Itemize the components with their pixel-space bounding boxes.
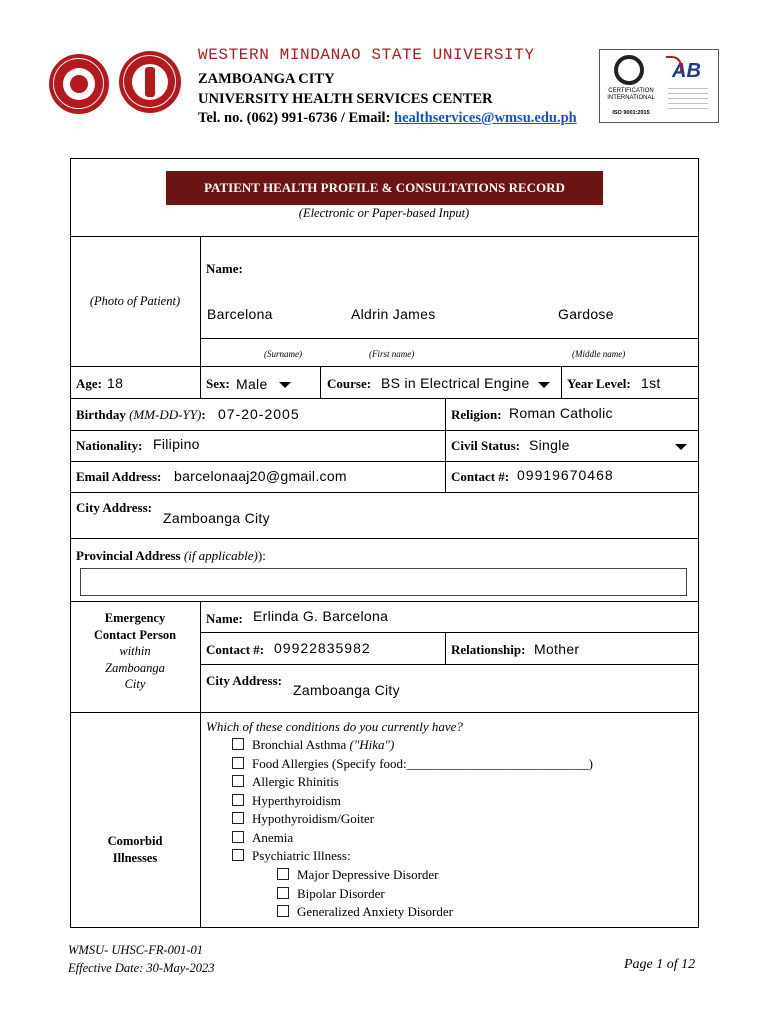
- checkbox[interactable]: [232, 757, 244, 769]
- email-link[interactable]: healthservices@wmsu.edu.ph: [394, 110, 577, 126]
- condition-hyperthyroidism[interactable]: Hyperthyroidism: [232, 793, 341, 809]
- checkbox[interactable]: [232, 738, 244, 750]
- nationality-label: Nationality:: [76, 438, 143, 453]
- pab-accent-icon: [666, 56, 682, 72]
- contact-label: Contact #:: [451, 469, 510, 484]
- emergency-title-line-4: Zamboanga: [105, 660, 165, 675]
- comorbid-question: Which of these conditions do you currently have?: [206, 719, 463, 734]
- comorbid-section-title: [70, 833, 200, 867]
- emergency-title-line-5: City: [124, 677, 146, 691]
- emergency-title-line-2: Contact Person: [93, 627, 177, 642]
- emergency-contact-field[interactable]: 09922835982: [274, 640, 371, 656]
- provincial-address-label: Provincial Address (if applicable)):: [76, 548, 266, 563]
- form-title-banner: PATIENT HEALTH PROFILE & CONSULTATIONS RECORD: [166, 171, 603, 205]
- emergency-city-address-field[interactable]: Zamboanga City: [293, 682, 400, 698]
- city-name: ZAMBOANGA CITY: [198, 71, 335, 87]
- emergency-name-field[interactable]: Erlinda G. Barcelona: [253, 608, 389, 624]
- surname-caption: (Surname): [264, 349, 302, 359]
- condition-asthma[interactable]: Bronchial Asthma ("Hika"): [232, 737, 394, 753]
- civil-status-chevron-down-icon[interactable]: [675, 444, 687, 450]
- city-address-label: City Address:: [76, 500, 152, 515]
- certification-ring-icon: [614, 55, 644, 85]
- certification-text: CERTIFICATION INTERNATIONAL: [607, 88, 655, 101]
- emergency-city-address-label: City Address:: [206, 673, 282, 688]
- photo-placeholder[interactable]: (Photo of Patient): [89, 294, 181, 308]
- checkbox[interactable]: [277, 905, 289, 917]
- provincial-address-input[interactable]: [80, 568, 687, 596]
- sex-select[interactable]: Male: [236, 376, 268, 392]
- contact-field[interactable]: 09919670468: [517, 467, 614, 483]
- sex-chevron-down-icon[interactable]: [279, 382, 291, 388]
- civil-status-label: Civil Status:: [451, 438, 520, 453]
- condition-major-depressive[interactable]: Major Depressive Disorder: [277, 867, 439, 883]
- condition-hypothyroidism[interactable]: Hypothyroidism/Goiter: [232, 811, 374, 827]
- emergency-name-label: Name:: [206, 611, 243, 626]
- sex-label: Sex:: [206, 376, 230, 391]
- effective-date: Effective Date: 30-May-2023: [68, 961, 215, 975]
- health-center-seal-logo: [119, 51, 181, 113]
- age-field[interactable]: 18: [107, 375, 124, 391]
- name-label: Name:: [206, 261, 243, 276]
- relationship-label: Relationship:: [451, 642, 526, 657]
- doc-code: WMSU- UHSC-FR-001-01: [68, 943, 204, 957]
- year-level-label: Year Level:: [567, 376, 631, 391]
- emergency-title-line-3: within: [119, 644, 151, 658]
- middle-name-field[interactable]: Gardose: [558, 306, 614, 322]
- course-select[interactable]: BS in Electrical Engine: [381, 375, 530, 391]
- emergency-title-line-1: Emergency: [104, 611, 166, 625]
- contact-prefix: Tel. no. (062) 991-6736 / Email:: [198, 110, 395, 126]
- emergency-section-title: [70, 610, 200, 693]
- email-field[interactable]: barcelonaaj20@gmail.com: [174, 468, 347, 484]
- middle-name-caption: (Middle name): [572, 349, 626, 359]
- university-name: WESTERN MINDANAO STATE UNIVERSITY: [198, 46, 535, 64]
- religion-label: Religion:: [451, 407, 502, 422]
- birthday-label: Birthday (MM-DD-YY):: [76, 407, 206, 422]
- page-number: Page 1 of 12: [624, 957, 696, 972]
- condition-generalized-anxiety[interactable]: Generalized Anxiety Disorder: [277, 904, 453, 920]
- condition-food-allergies[interactable]: Food Allergies (Specify food:____________________________): [232, 756, 593, 772]
- certification-badge: [599, 49, 719, 123]
- form-subtitle: (Electronic or Paper-based Input): [298, 206, 470, 220]
- year-level-field[interactable]: 1st: [641, 375, 661, 391]
- condition-psychiatric[interactable]: Psychiatric Illness:: [232, 848, 351, 864]
- checkbox[interactable]: [232, 831, 244, 843]
- checkbox[interactable]: [232, 849, 244, 861]
- pab-fineprint-icon: [668, 88, 708, 110]
- first-name-field[interactable]: Aldrin James: [351, 306, 436, 322]
- nationality-field[interactable]: Filipino: [153, 436, 200, 452]
- comorbid-title-line-2: Illnesses: [112, 851, 158, 865]
- course-label: Course:: [327, 376, 372, 391]
- email-label: Email Address:: [76, 469, 162, 484]
- checkbox[interactable]: [232, 812, 244, 824]
- wmsu-seal-logo: [49, 54, 109, 114]
- first-name-caption: (First name): [369, 349, 415, 359]
- emergency-contact-label: Contact #:: [206, 642, 265, 657]
- pab-logo: AB: [672, 60, 701, 82]
- certification-iso: ISO 9001:2015: [612, 110, 650, 116]
- condition-bipolar[interactable]: Bipolar Disorder: [277, 886, 385, 902]
- contact-line: [198, 110, 577, 127]
- checkbox[interactable]: [232, 794, 244, 806]
- course-chevron-down-icon[interactable]: [538, 382, 550, 388]
- checkbox[interactable]: [277, 868, 289, 880]
- checkbox[interactable]: [232, 775, 244, 787]
- age-label: Age:: [76, 376, 102, 391]
- surname-field[interactable]: Barcelona: [207, 306, 273, 322]
- civil-status-select[interactable]: Single: [529, 437, 570, 453]
- relationship-field[interactable]: Mother: [534, 641, 580, 657]
- condition-anemia[interactable]: Anemia: [232, 830, 293, 846]
- religion-field[interactable]: Roman Catholic: [509, 405, 613, 421]
- birthday-field[interactable]: 07-20-2005: [218, 406, 300, 422]
- office-name: UNIVERSITY HEALTH SERVICES CENTER: [198, 91, 493, 107]
- comorbid-title-line-1: Comorbid: [107, 834, 163, 848]
- city-address-field[interactable]: Zamboanga City: [163, 510, 270, 526]
- checkbox[interactable]: [277, 887, 289, 899]
- condition-allergic-rhinitis[interactable]: Allergic Rhinitis: [232, 774, 339, 790]
